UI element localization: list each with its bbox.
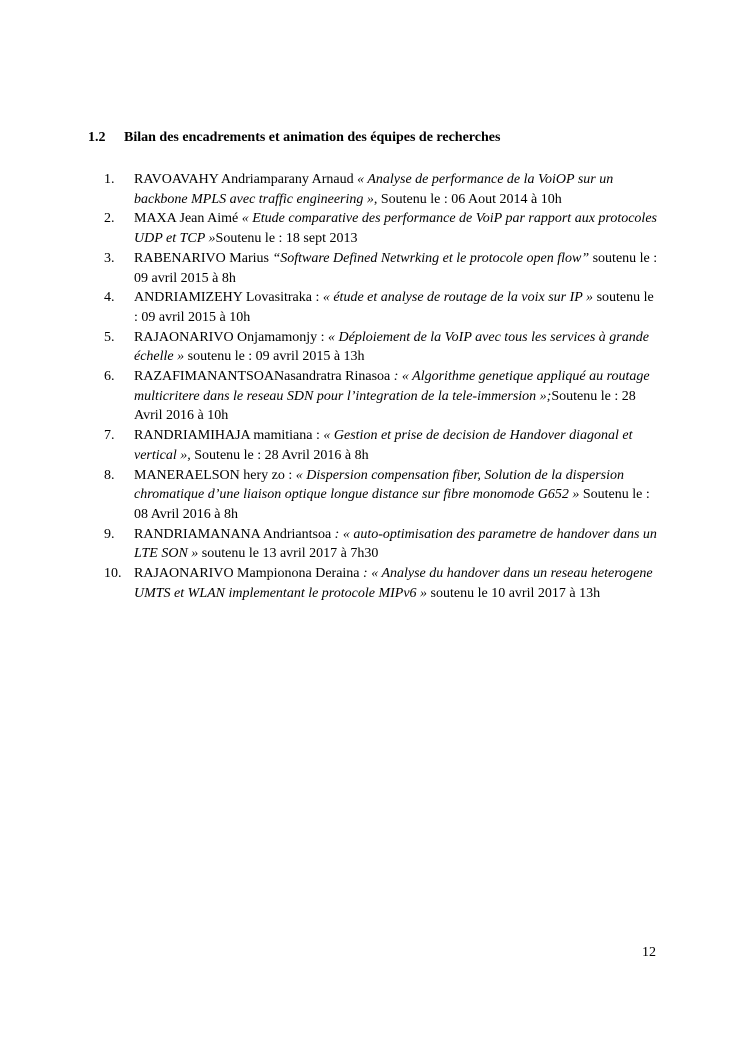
item-defense-date: Soutenu le : 28 Avril 2016 à 10h: [134, 388, 636, 424]
supervision-list: [104, 170, 660, 603]
item-defense-date: soutenu le : 09 avril 2015 à 13h: [184, 349, 365, 365]
item-title: « étude et analyse de routage de la voix sur IP »: [322, 290, 594, 306]
item-number: 10.: [104, 566, 122, 582]
section-title: Bilan des encadrements et animation des équipes de recherches: [124, 130, 501, 145]
item-number: 5.: [104, 329, 115, 345]
list-item: [104, 564, 660, 603]
item-defense-date: soutenu le 10 avril 2017 à 13h: [427, 585, 601, 601]
item-author: RAVOAVAHY Andriamparany Arnaud: [134, 172, 358, 187]
item-author: RANDRIAMIHAJA mamitiana :: [134, 428, 324, 444]
item-title: « Gestion et prise de decision de Handover diagonal et vertical »: [134, 428, 633, 463]
item-author: ANDRIAMIZEHY Lovasitraka :: [134, 290, 323, 306]
item-defense-date: , Soutenu le : 06 Aout 2014 à 10h: [373, 191, 562, 207]
item-defense-date: Soutenu le : 08 Avril 2016 à 8h: [134, 487, 650, 522]
list-item: [104, 367, 660, 426]
item-author: MAXA Jean Aimé: [134, 211, 242, 227]
item-number: 4.: [104, 290, 115, 306]
item-defense-date: soutenu le 13 avril 2017 à 7h30: [198, 546, 379, 562]
item-author: MANERAELSON hery zo :: [134, 467, 296, 483]
item-author: RANDRIAMANANA Andriantsoa: [134, 526, 335, 542]
item-author: RABENARIVO Marius: [134, 250, 273, 266]
item-defense-date: soutenu le : 09 avril 2015 à 10h: [134, 290, 654, 325]
item-author: RAJAONARIVO Mampionona Deraina: [134, 566, 364, 582]
item-title: “Software Defined Netwrking et le protocole open flow”: [272, 250, 590, 266]
section-number: 1.2: [88, 130, 106, 145]
item-title: : « Analyse du handover dans un reseau heterogene UMTS et WLAN implementant le protocole MIPv6 »: [134, 566, 653, 601]
item-number: 8.: [104, 467, 115, 483]
item-defense-date: Soutenu le : 18 sept 2013: [215, 231, 358, 247]
item-number: 3.: [104, 250, 115, 266]
item-title: : « Algorithme genetique appliqué au routage multicritere dans le reseau SDN pour l’integration de la tele-immersion »;: [134, 369, 650, 404]
item-author: RAZAFIMANANTSOANasandratra Rinasoa: [134, 369, 394, 385]
item-number: 7.: [104, 428, 115, 444]
section-heading: [88, 128, 688, 148]
item-defense-date: soutenu le : 09 avril 2015 à 8h: [134, 250, 658, 286]
item-author: RAJAONARIVO Onjamamonjy :: [134, 329, 329, 345]
item-title: : « auto-optimisation des parametre de handover dans un LTE SON »: [134, 526, 657, 562]
list-item: [104, 288, 660, 327]
item-number: 9.: [104, 526, 115, 542]
item-title: « Analyse de performance de la VoiOP sur un backbone MPLS avec traffic engineering »: [134, 172, 614, 207]
item-number: 1.: [104, 172, 115, 187]
list-item: [104, 525, 660, 564]
list-item: [104, 328, 660, 367]
item-title: « Déploiement de la VoIP avec tous les services à grande échelle »: [134, 329, 649, 365]
item-number: 6.: [104, 369, 115, 385]
item-title: « Etude comparative des performance de VoiP par rapport aux protocoles UDP et TCP »: [134, 211, 657, 247]
item-title: « Dispersion compensation fiber, Solution de la dispersion chromatique d’une liaison optique longue distance sur fibre monomode G652 »: [134, 467, 624, 503]
list-item: [104, 249, 660, 288]
list-item: [104, 466, 660, 525]
list-item: [104, 426, 660, 465]
item-number: 2.: [104, 211, 115, 227]
list-item: [104, 209, 660, 248]
item-defense-date: , Soutenu le : 28 Avril 2016 à 8h: [187, 447, 369, 463]
page-number: 12: [642, 945, 656, 960]
list-item: [104, 170, 660, 209]
